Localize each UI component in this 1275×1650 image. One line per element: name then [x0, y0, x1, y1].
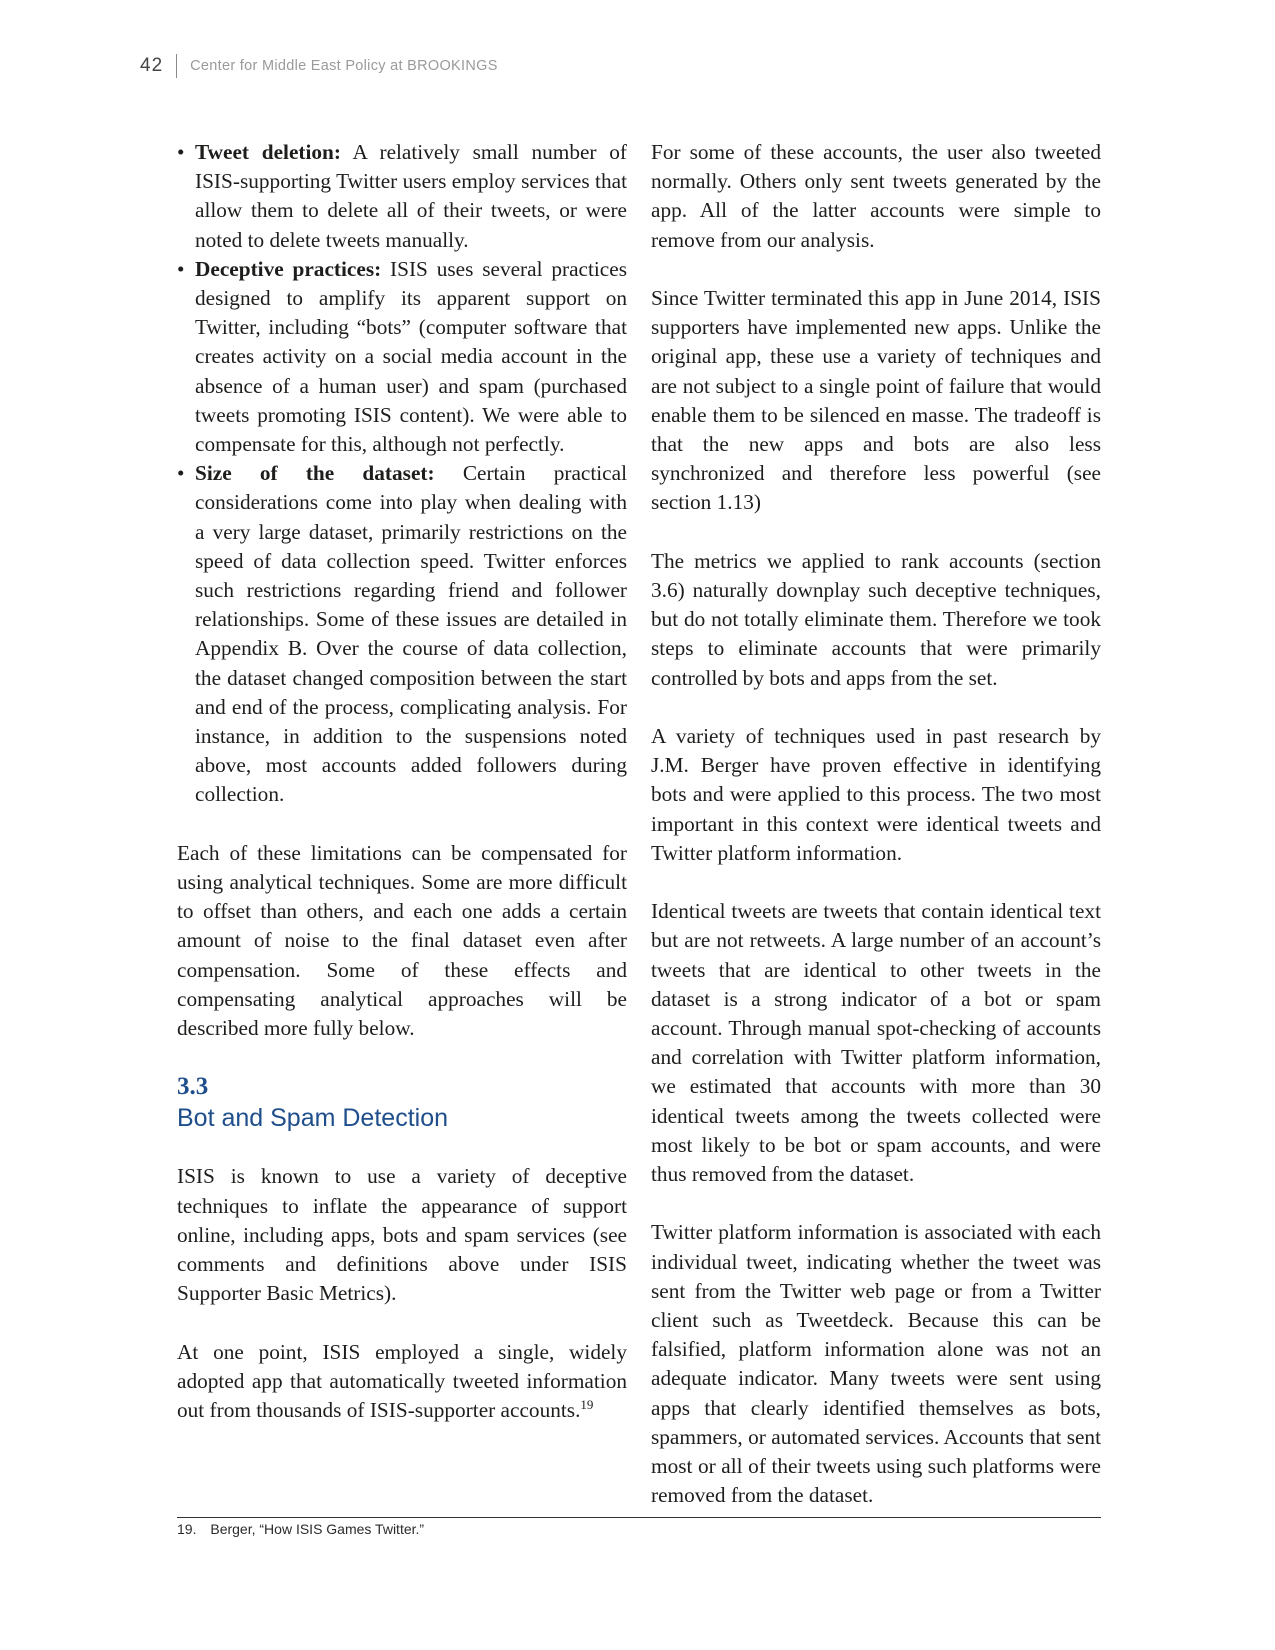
bullet-icon: • — [177, 461, 185, 486]
running-header — [140, 54, 498, 78]
publication-title: Center for Middle East Policy at BROOKINGS — [190, 58, 498, 74]
bullet-text: ISIS uses several practices designed to amplify its apparent support on Twitter, including “bots” (computer software that creates activity on a social media account in the absence of a human user) and spam (purchased tweets promoting ISIS content). We were able to compensate for this, although not perfectly. — [195, 256, 628, 457]
list-item — [177, 255, 627, 459]
paragraph: A variety of techniques used in past research by J.M. Berger have proven effective in identifying bots and were applied to this process. The two most important in this context were identical tweets and Twitter platform information. — [651, 724, 1101, 865]
footnote-reference[interactable]: 19 — [580, 1396, 594, 1412]
bullet-icon: • — [177, 140, 185, 164]
bullet-term: Deceptive practices: — [195, 256, 382, 281]
paragraph: Twitter platform information is associated with each individual tweet, indicating whether the tweet was sent from the Twitter web page or from a Twitter client such as Tweetdeck. Because this can be falsified, platform information alone was not an adequate indicator. Many tweets were sent using apps that clearly identified themselves as bots, spammers, or automated services. Accounts that sent most or all of their tweets using such platforms were removed from the dataset. — [651, 1220, 1101, 1508]
bullet-term: Size of the dataset: — [195, 461, 435, 486]
page-number: 42 — [140, 55, 164, 76]
right-column — [651, 138, 1101, 1510]
footnote-divider — [177, 1517, 1101, 1518]
paragraph: For some of these accounts, the user also tweeted normally. Others only sent tweets generated by the app. All of the latter accounts were simple to remove from our analysis. — [651, 140, 1101, 252]
bullet-text: Certain practical considerations come into play when dealing with a very large dataset, primarily restrictions on the speed of data collection speed. Twitter enforces such restrictions regarding friend and follower relationships. Some of these issues are detailed in Appendix B. Over the course of data collection, the dataset changed composition between the start and end of the process, complicating analysis. For instance, in addition to the suspensions noted above, most accounts added followers during collection. — [195, 461, 628, 807]
footnote-number: 19. — [177, 1521, 197, 1537]
bullet-icon: • — [177, 256, 185, 281]
list-item — [177, 459, 627, 809]
header-divider — [176, 54, 177, 78]
list-item — [177, 138, 627, 255]
paragraph-single-app-text: At one point, ISIS employed a single, widely adopted app that automatically tweeted information out from thousands of ISIS-supporter accounts. — [177, 1339, 627, 1423]
footnote-text: Berger, “How ISIS Games Twitter.” — [210, 1521, 425, 1537]
paragraph-isis-deceptive: ISIS is known to use a variety of deceptive techniques to inflate the appearance of support online, including apps, bots and spam services (see comments and definitions above under ISIS Supporter Basic Metrics). — [177, 1164, 627, 1306]
limitations-list — [177, 138, 627, 810]
section-title: Bot and Spam Detection — [177, 1104, 448, 1133]
section-number: 3.3 — [177, 1073, 209, 1101]
paragraph: Identical tweets are tweets that contain identical text but are not retweets. A large number of an account’s tweets that are identical to other tweets in the dataset is a strong indicator of a bot or spam account. Through manual spot-checking of accounts and correlation with Twitter platform information, we estimated that accounts with more than 30 identical tweets among the tweets collected were most likely to be bot or spam accounts, and were thus removed from the dataset. — [651, 899, 1101, 1187]
footnote — [177, 1521, 424, 1537]
paragraph-limitations: Each of these limitations can be compensated for using analytical techniques. Some are more difficult to offset than others, and each one adds a certain amount of noise to the final dataset even after compensation. Some of these effects and compensating analytical approaches will be described more fully below. — [177, 840, 627, 1041]
left-column — [177, 138, 627, 1425]
paragraph: The metrics we applied to rank accounts (section 3.6) naturally downplay such deceptive techniques, but do not totally eliminate them. Therefore we took steps to eliminate accounts that were primarily controlled by bots and apps from the set. — [651, 548, 1101, 690]
bullet-term: Tweet deletion: — [195, 140, 341, 164]
paragraph: Since Twitter terminated this app in June 2014, ISIS supporters have implemented new apps. Unlike the original app, these use a variety of techniques and are not subject to a single point of failure that would enable them to be silenced en masse. The tradeoff is that the new apps and bots are also less synchronized and therefore less powerful (see section 1.13) — [651, 286, 1101, 515]
paragraph-single-app — [177, 1338, 627, 1426]
bullet-text: A relatively small number of ISIS-supporting Twitter users employ services that allow them to delete all of their tweets, or were noted to delete tweets manually. — [195, 140, 627, 252]
